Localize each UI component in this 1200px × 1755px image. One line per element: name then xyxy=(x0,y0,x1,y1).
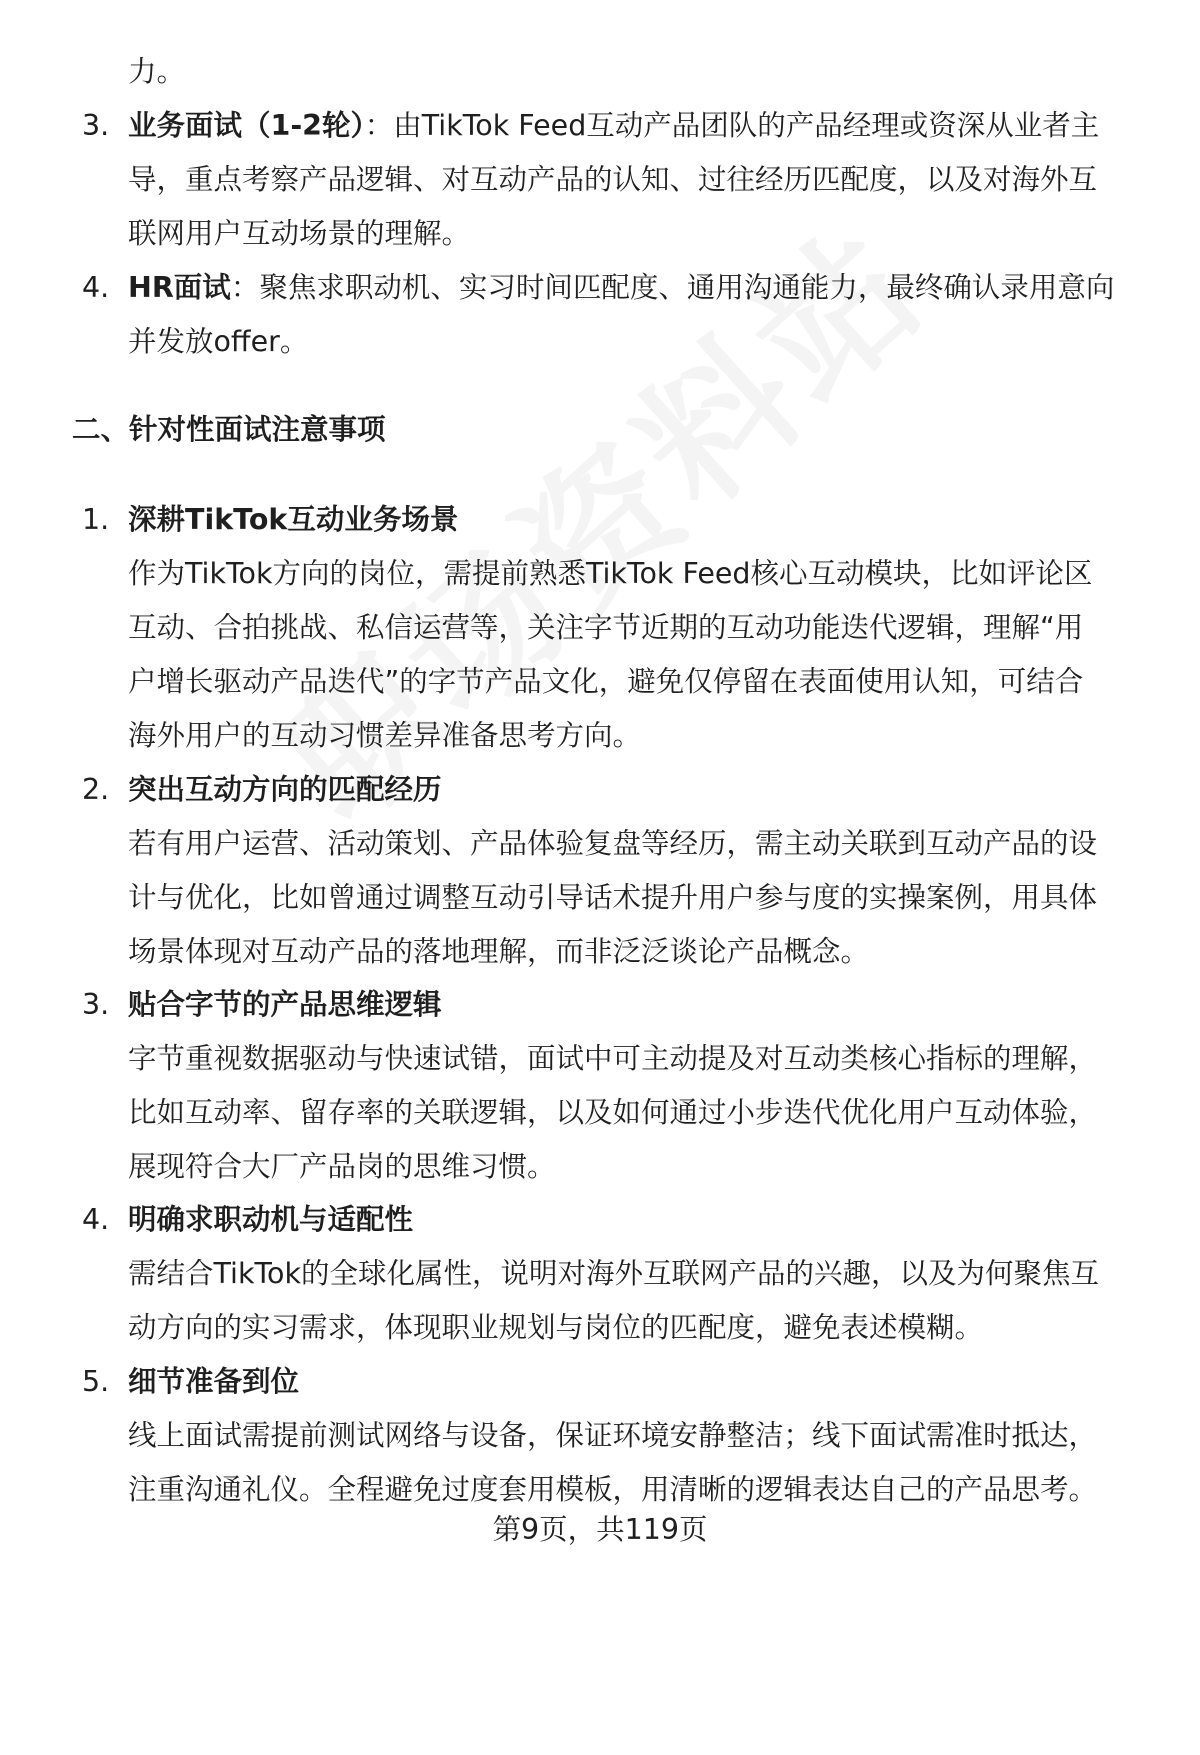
page-footer: 第9页，共119页 xyxy=(492,1513,708,1546)
section-heading: 二、针对性面试注意事项 xyxy=(72,413,386,446)
list-number: 3. xyxy=(82,109,110,142)
tip-title: 明确求职动机与适配性 xyxy=(128,1203,414,1236)
list-number: 4. xyxy=(82,271,110,304)
list-item xyxy=(128,106,1168,146)
list-number: 3. xyxy=(82,988,110,1021)
list-item-text: 导，重点考察产品逻辑、对互动产品的认知、过往经历匹配度，以及对海外互 xyxy=(128,163,1098,196)
tip-text: 线上面试需提前测试网络与设备，保证环境安静整洁；线下面试需准时抵达， xyxy=(128,1419,1098,1452)
tip-text: 计与优化，比如曾通过调整互动引导话术提升用户参与度的实操案例，用具体 xyxy=(128,881,1098,914)
list-number: 5. xyxy=(82,1365,110,1398)
list-number: 1. xyxy=(82,503,110,536)
list-item-text: 并发放offer。 xyxy=(128,325,309,358)
tip-text: 互动、合拍挑战、私信运营等，关注字节近期的互动功能迭代逻辑，理解“用 xyxy=(128,611,1084,644)
tip-text: 作为TikTok方向的岗位，需提前熟悉TikTok Feed核心互动模块，比如评论区 xyxy=(128,557,1093,590)
list-item-text: 联网用户互动场景的理解。 xyxy=(128,217,471,250)
tip-text: 海外用户的互动习惯差异准备思考方向。 xyxy=(128,719,642,752)
tip-title: 细节准备到位 xyxy=(128,1365,300,1398)
tip-text: 字节重视数据驱动与快速试错，面试中可主动提及对互动类核心指标的理解， xyxy=(128,1042,1098,1075)
tip-text: 户增长驱动产品迭代”的字节产品文化，避免仅停留在表面使用认知，可结合 xyxy=(128,665,1084,698)
list-item-separator: ： xyxy=(364,109,394,142)
tip-text: 展现符合大厂产品岗的思维习惯。 xyxy=(128,1150,556,1183)
list-number: 4. xyxy=(82,1203,110,1236)
tip-title: 突出互动方向的匹配经历 xyxy=(128,773,442,806)
list-item-title: 业务面试（1-2轮） xyxy=(128,109,365,142)
tip-text: 场景体现对互动产品的落地理解，而非泛泛谈论产品概念。 xyxy=(128,935,870,968)
tip-text: 比如互动率、留存率的关联逻辑，以及如何通过小步迭代优化用户互动体验， xyxy=(128,1096,1098,1129)
intro-tail-text: 力。 xyxy=(128,55,186,88)
list-item-text: 由TikTok Feed互动产品团队的产品经理或资深从业者主 xyxy=(393,109,1100,142)
tip-text: 注重沟通礼仪。全程避免过度套用模板，用清晰的逻辑表达自己的产品思考。 xyxy=(128,1473,1098,1506)
list-item-separator: ： xyxy=(230,271,260,304)
tip-text: 动方向的实习需求，体现职业规划与岗位的匹配度，避免表述模糊。 xyxy=(128,1311,984,1344)
tip-text: 若有用户运营、活动策划、产品体验复盘等经历，需主动关联到互动产品的设 xyxy=(128,827,1098,860)
tip-text: 需结合TikTok的全球化属性，说明对海外互联网产品的兴趣，以及为何聚焦互 xyxy=(128,1257,1099,1290)
list-item-text: 聚焦求职动机、实习时间匹配度、通用沟通能力，最终确认录用意向 xyxy=(259,271,1115,304)
list-item xyxy=(128,268,1168,308)
tip-title: 贴合字节的产品思维逻辑 xyxy=(128,988,442,1021)
tip-title: 深耕TikTok互动业务场景 xyxy=(128,503,459,536)
list-number: 2. xyxy=(82,773,110,806)
list-item-title: HR面试 xyxy=(128,271,231,304)
